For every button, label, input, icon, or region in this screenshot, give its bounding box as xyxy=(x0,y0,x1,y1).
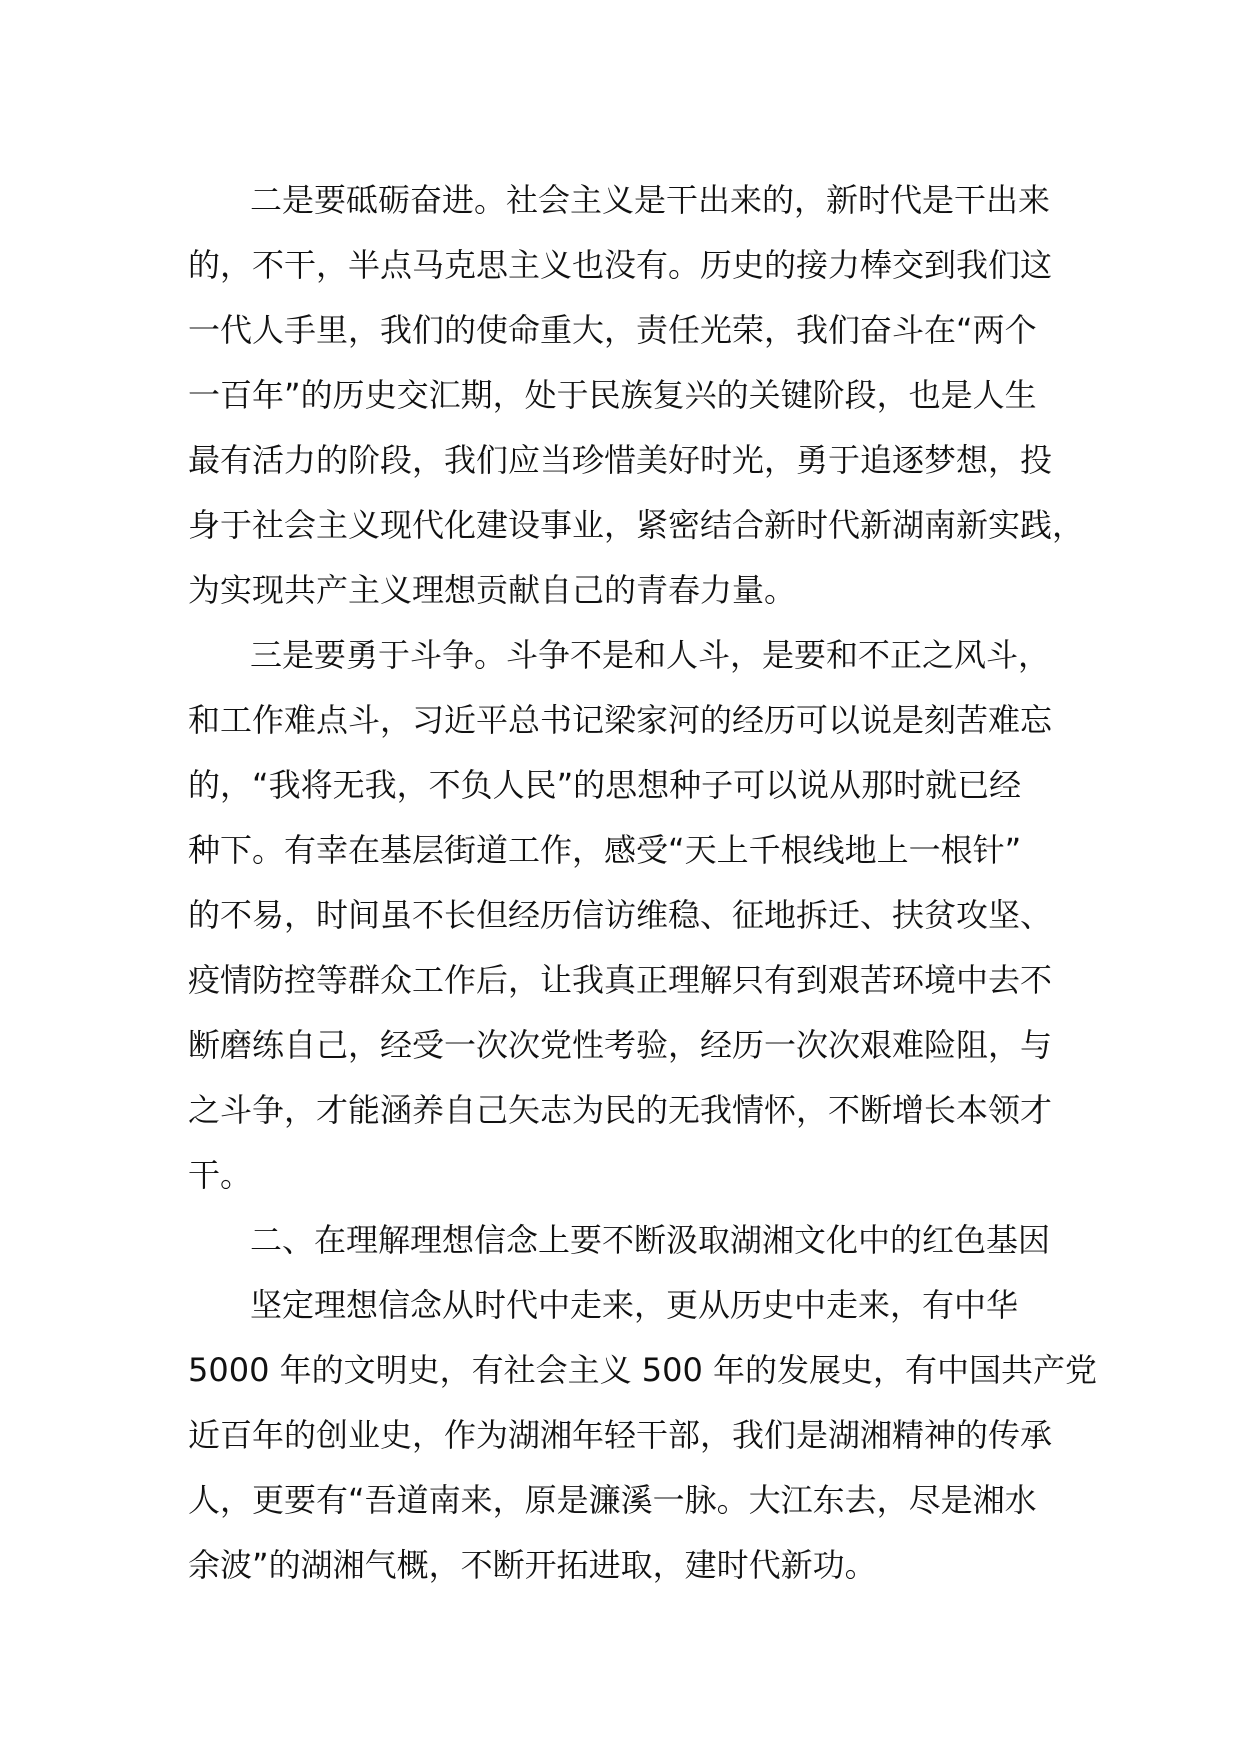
section-heading: 二、在理解理想信念上要不断汲取湖湘文化中的红色基因 xyxy=(250,1221,1051,1259)
text-line-7: 为实现共产主义理想贡献自己的青春力量。 xyxy=(188,571,797,609)
document-body xyxy=(188,168,1098,1598)
text-line-22: 余波”的湖湘气概，不断开拓进取，建时代新功。 xyxy=(188,1546,877,1584)
text-line-9: 和工作难点斗，习近平总书记梁家河的经历可以说是刻苦难忘 xyxy=(188,701,1053,739)
text-line-18: 坚定理想信念从时代中走来，更从历史中走来，有中华 xyxy=(250,1286,1019,1324)
text-line-8: 三是要勇于斗争。斗争不是和人斗，是要和不正之风斗， xyxy=(250,636,1051,674)
text-line-12: 的不易，时间虽不长但经历信访维稳、征地拆迁、扶贫攻坚、 xyxy=(188,896,1053,934)
text-line-11: 种下。有幸在基层街道工作，感受“天上千根线地上一根针” xyxy=(188,831,1022,869)
text-line-13: 疫情防控等群众工作后，让我真正理解只有到艰苦环境中去不 xyxy=(188,961,1053,999)
text-line-14: 断磨练自己，经受一次次党性考验，经历一次次艰难险阻，与 xyxy=(188,1026,1053,1064)
text-line-20: 近百年的创业史，作为湖湘年轻干部，我们是湖湘精神的传承 xyxy=(188,1416,1053,1454)
text-line-21: 人，更要有“吾道南来，原是濂溪一脉。大江东去，尽是湘水 xyxy=(188,1481,1037,1519)
text-line-1: 二是要砥砺奋进。社会主义是干出来的，新时代是干出来 xyxy=(250,181,1051,219)
text-line-19: 5000 年的文明史，有社会主义 500 年的发展史，有中国共产党 xyxy=(188,1351,1098,1389)
text-line-3: 一代人手里，我们的使命重大，责任光荣，我们奋斗在“两个 xyxy=(188,311,1037,349)
text-line-5: 最有活力的阶段，我们应当珍惜美好时光，勇于追逐梦想，投 xyxy=(188,441,1053,479)
text-line-16: 干。 xyxy=(188,1156,253,1194)
text-line-2: 的，不干，半点马克思主义也没有。历史的接力棒交到我们这 xyxy=(188,246,1053,284)
text-line-10: 的，“我将无我，不负人民”的思想种子可以说从那时就已经 xyxy=(188,766,1022,804)
text-line-6: 身于社会主义现代化建设事业，紧密结合新时代新湖南新实践， xyxy=(188,506,1085,544)
text-line-15: 之斗争，才能涵养自己矢志为民的无我情怀，不断增长本领才 xyxy=(188,1091,1053,1129)
text-line-4: 一百年”的历史交汇期，处于民族复兴的关键阶段，也是人生 xyxy=(188,376,1037,414)
